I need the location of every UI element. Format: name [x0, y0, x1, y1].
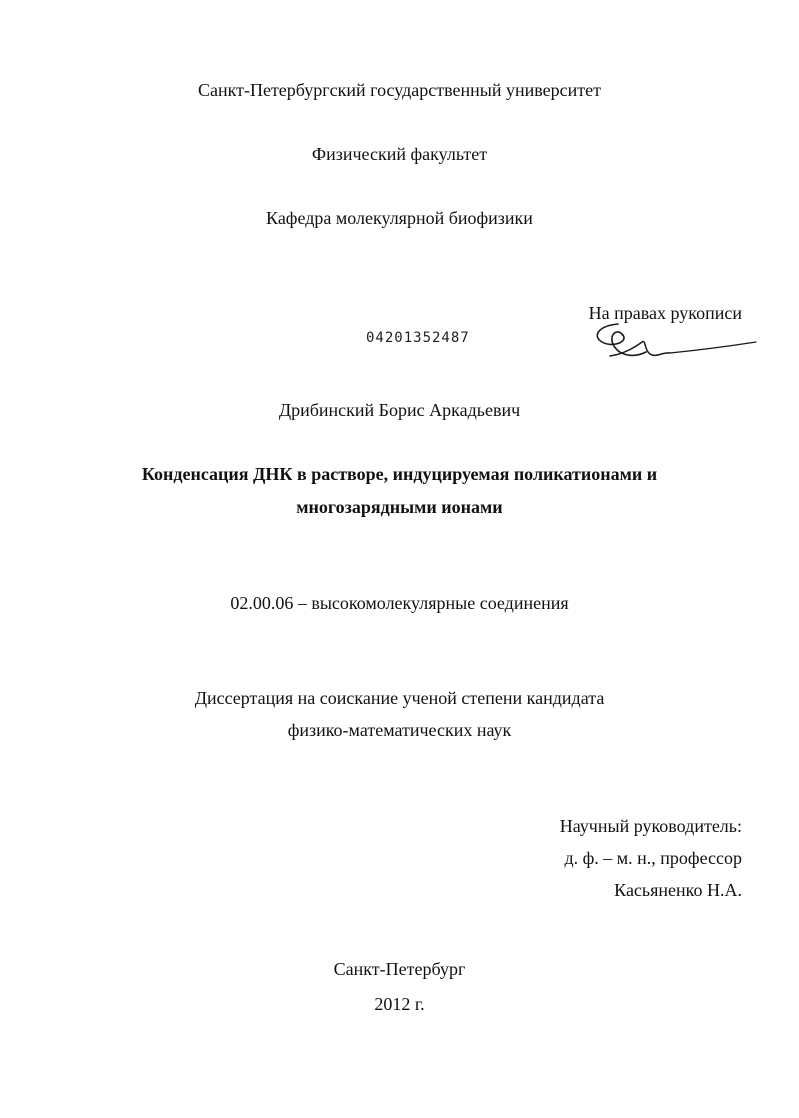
supervisor-name: Касьяненко Н.А.: [614, 880, 742, 900]
registration-number: 04201352487: [366, 330, 470, 346]
signature: [590, 312, 760, 367]
author-name: Дрибинский Борис Аркадьевич: [278, 400, 521, 420]
year: 2012 г.: [374, 994, 425, 1014]
faculty-name: Физический факультет: [311, 144, 488, 164]
thesis-title-line-2: многозарядными ионами: [296, 497, 503, 517]
degree-line-1: Диссертация на соискание ученой степени кандидата: [194, 688, 605, 708]
department-name: Кафедра молекулярной биофизики: [266, 208, 533, 228]
specialty-code: 02.00.06 – высокомолекулярные соединения: [230, 593, 569, 613]
university-name: Санкт-Петербургский государственный университет: [197, 80, 602, 100]
city: Санкт-Петербург: [333, 959, 466, 979]
supervisor-degree: д. ф. – м. н., профессор: [564, 848, 742, 868]
degree-line-2: физико-математических наук: [287, 720, 512, 740]
thesis-title-line-1: Конденсация ДНК в растворе, индуцируемая поликатионами и: [141, 464, 658, 484]
supervisor-label: Научный руководитель:: [559, 816, 742, 836]
rights-note: На правах рукописи: [588, 303, 742, 323]
